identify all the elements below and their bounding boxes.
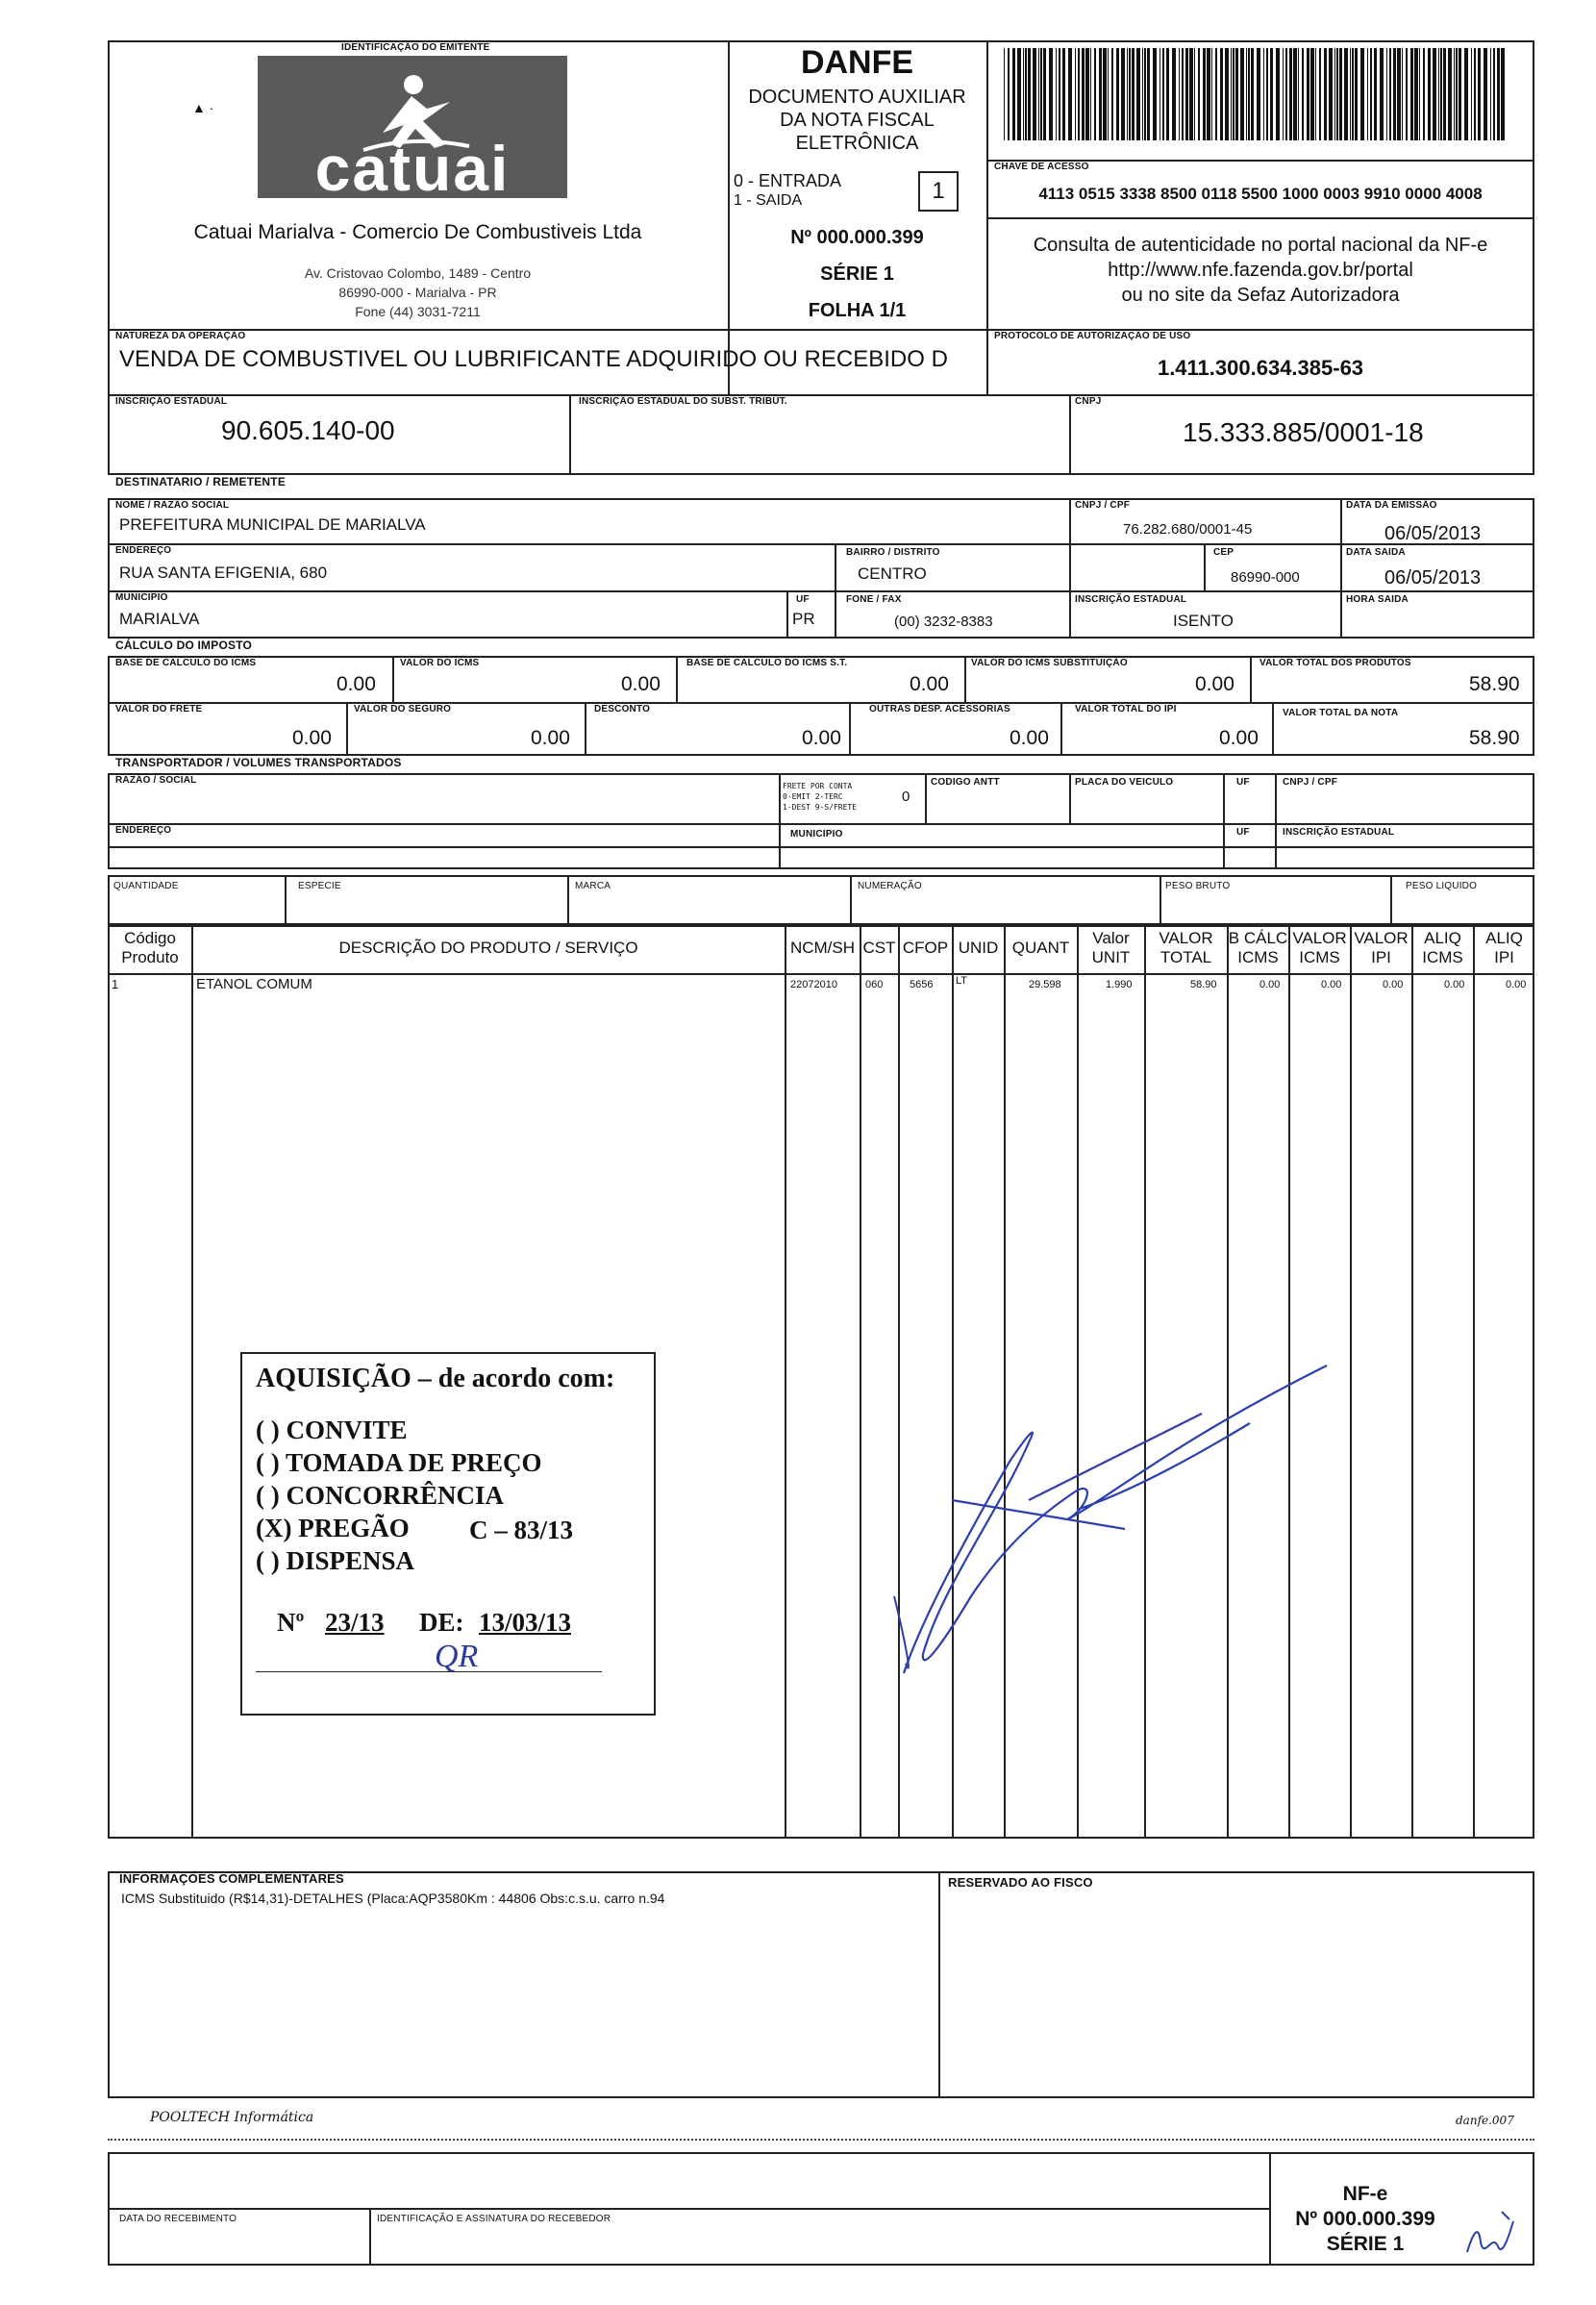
barcode-bar	[1459, 48, 1461, 140]
barcode-bar	[1056, 48, 1057, 140]
numeracao-label: NUMERAÇÃO	[858, 881, 922, 891]
stamp-option-selected: (X) PREGÃO	[256, 1514, 410, 1542]
barcode-bar	[1108, 48, 1109, 140]
hora-label: HORA SAIDA	[1346, 594, 1409, 605]
barcode-bar	[1493, 48, 1495, 140]
col-valor-ipi: VALOR IPI	[1354, 929, 1409, 966]
col-quant: QUANT	[1011, 939, 1070, 957]
stamp-de-prefix: DE:	[419, 1608, 464, 1637]
barcode-bar	[1419, 48, 1420, 140]
destinatario-cep: 86990-000	[1231, 569, 1300, 586]
barcode-bar	[1344, 48, 1348, 140]
destinatario-endereco: RUA SANTA EFIGENIA, 680	[119, 564, 328, 582]
barcode-bar	[1307, 48, 1309, 140]
company-city: 86990-000 - Marialva - PR	[338, 285, 497, 300]
stamp-title: AQUISIÇÃO – de acordo com:	[256, 1364, 615, 1393]
frete-valor: 0	[902, 789, 910, 805]
inscricao-estadual: 90.605.140-00	[221, 415, 395, 445]
consulta-text: Consulta de autenticidade no portal nacional da NF-e	[1033, 235, 1488, 256]
barcode-bar	[1240, 48, 1244, 140]
barcode-bar	[1448, 48, 1452, 140]
barcode-bar	[1414, 48, 1418, 140]
cell-aipi: 0.00	[1506, 979, 1527, 990]
especie-label: ESPECIE	[298, 881, 341, 891]
barcode-bar	[1251, 48, 1254, 140]
barcode-bar	[1085, 48, 1089, 140]
barcode-bar	[1501, 48, 1505, 140]
uf-label: UF	[796, 594, 810, 605]
consulta-text: ou no site da Sefaz Autorizadora	[1121, 285, 1400, 306]
barcode-bar	[1302, 48, 1304, 140]
barcode-bar	[1276, 48, 1280, 140]
col-descricao: DESCRIÇÃO DO PRODUTO / SERVIÇO	[338, 939, 638, 957]
barcode-bar	[1298, 48, 1299, 140]
desconto-label: DESCONTO	[594, 704, 651, 714]
barcode-bar	[1166, 48, 1169, 140]
frete-option-text: FRETE POR CONTA	[783, 782, 853, 790]
barcode-bar	[1370, 48, 1372, 140]
barcode-bar	[1062, 48, 1065, 140]
barcode-bar	[1478, 48, 1481, 140]
ipi-label: VALOR TOTAL DO IPI	[1075, 704, 1177, 714]
col-ncm: NCM/SH	[789, 939, 856, 957]
danfe-subtitle: ELETRÔNICA	[795, 133, 919, 154]
company-phone: Fone (44) 3031-7211	[355, 304, 481, 319]
destinatario-cnpj: 76.282.680/0001-45	[1123, 521, 1253, 538]
barcode-bar	[1246, 48, 1247, 140]
stamp-option: ( ) CONCORRÊNCIA	[256, 1481, 504, 1510]
destinatario-fone: (00) 3232-8383	[894, 614, 993, 630]
barcode-bar	[1474, 48, 1476, 140]
barcode-bar	[1433, 48, 1436, 140]
barcode-bar	[1334, 48, 1335, 140]
danfe-subtitle: DA NOTA FISCAL	[780, 110, 935, 131]
barcode-bar	[1355, 48, 1358, 140]
stamp-num-prefix: Nº	[277, 1608, 305, 1637]
natureza-operacao: VENDA DE COMBUSTIVEL OU LUBRIFICANTE ADQUIRIDO OU RECEBIDO D	[119, 346, 948, 372]
barcode-bar	[1374, 48, 1377, 140]
valor-seguro: 0.00	[531, 727, 570, 749]
barcode-bar	[1285, 48, 1287, 140]
canhoto-serie: SÉRIE 1	[1326, 2233, 1405, 2255]
frete-label: VALOR DO FRETE	[115, 704, 203, 714]
cell-bcalc: 0.00	[1259, 979, 1281, 990]
cell-descricao: ETANOL COMUM	[196, 976, 312, 992]
barcode-bar	[1315, 48, 1316, 140]
danfe-subtitle: DOCUMENTO AUXILIAR	[748, 87, 966, 108]
saida-label: 1 - SAIDA	[734, 192, 803, 209]
barcode-bar	[1012, 48, 1015, 140]
transportador-section: TRANSPORTADOR / VOLUMES TRANSPORTADOS	[115, 756, 402, 769]
barcode-bar	[1185, 48, 1188, 140]
municipio-label: MUNICIPIO	[115, 592, 168, 603]
base-st: 0.00	[910, 673, 949, 695]
barcode-bar	[1094, 48, 1096, 140]
protocolo-label: PROTOCOLO DE AUTORIZAÇÃO DE USO	[994, 331, 1191, 341]
marca-label: MARCA	[575, 881, 611, 891]
data-saida: 06/05/2013	[1384, 567, 1482, 589]
barcode-bar	[1090, 48, 1091, 140]
endereco-label: ENDEREÇO	[115, 545, 172, 556]
barcode-bar	[1068, 48, 1072, 140]
barcode-bar	[1033, 48, 1036, 140]
barcode-bar	[1235, 48, 1238, 140]
barcode-bar	[1182, 48, 1184, 140]
base-icms: 0.00	[337, 673, 376, 695]
barcode-bar	[1004, 48, 1005, 140]
ie-label: INSCRIÇÃO ESTADUAL	[1283, 827, 1395, 838]
barcode-bar	[1220, 48, 1223, 140]
frete-por-conta	[783, 781, 857, 813]
aquisicao-stamp	[240, 1352, 656, 1716]
barcode-bar	[1023, 48, 1024, 140]
barcode-bar	[1440, 48, 1442, 140]
col-aliq-icms: ALIQ ICMS	[1422, 929, 1463, 966]
barcode-bar	[1111, 48, 1113, 140]
stamp-pregao-ref: C – 83/13	[469, 1516, 573, 1544]
col-valor-icms: VALOR ICMS	[1292, 929, 1347, 966]
barcode-bar	[1283, 48, 1284, 140]
barcode-bar	[1203, 48, 1206, 140]
barcode-bar	[1129, 48, 1131, 140]
base-st-label: BASE DE CALCULO DO ICMS S.T.	[686, 658, 848, 668]
company-name: Catuai Marialva - Comercio De Combustiveis Ltda	[193, 221, 642, 243]
natureza-label: NATUREZA DA OPERAÇÃO	[115, 331, 246, 341]
barcode-bar	[1231, 48, 1232, 140]
barcode-bar	[1393, 48, 1396, 140]
outras-despesas: 0.00	[1010, 727, 1049, 749]
recebimento-label: DATA DO RECEBIMENTO	[119, 2214, 237, 2224]
cell-ncm: 22072010	[790, 979, 837, 990]
barcode-bar	[1490, 48, 1491, 140]
total-produtos: 58.90	[1469, 673, 1520, 695]
cell-vipi: 0.00	[1383, 979, 1404, 990]
cut-line	[108, 2139, 1534, 2141]
info-label: INFORMAÇÕES COMPLEMENTARES	[119, 1871, 344, 1886]
barcode-bar	[1289, 48, 1292, 140]
barcode-bar	[1443, 48, 1446, 140]
barcode-bar	[1211, 48, 1212, 140]
barcode-bar	[1263, 48, 1264, 140]
emitente-cnpj: 15.333.885/0001-18	[1183, 417, 1424, 447]
barcode-bar	[1270, 48, 1273, 140]
barcode-bar	[1319, 48, 1321, 140]
barcode-bar	[1352, 48, 1354, 140]
col-bcalc-icms: B CÁLC ICMS	[1228, 929, 1288, 966]
barcode-bar	[1233, 48, 1234, 140]
barcode-bar	[1198, 48, 1200, 140]
fisco-label: RESERVADO AO FISCO	[948, 1875, 1093, 1890]
fone-label: FONE / FAX	[846, 594, 902, 605]
barcode-bar	[1406, 48, 1408, 140]
barcode-bar	[1153, 48, 1157, 140]
cnpj-label: CNPJ / CPF	[1075, 500, 1131, 511]
ie-label: INSCRIÇÃO ESTADUAL	[1075, 594, 1187, 605]
stamp-data: 13/03/13	[479, 1608, 572, 1637]
barcode-bar	[1179, 48, 1180, 140]
barcode-bar	[1225, 48, 1229, 140]
entrada-label: 0 - ENTRADA	[734, 171, 842, 190]
barcode-bar	[1336, 48, 1338, 140]
col-codigo: Código Produto	[121, 929, 179, 966]
barcode-bar	[1266, 48, 1268, 140]
barcode-bar	[1082, 48, 1085, 140]
barcode-bar	[1127, 48, 1128, 140]
col-cst: CST	[862, 939, 896, 957]
software-credit: POOLTECH Informática	[150, 2110, 314, 2125]
info-text: ICMS Substituido (R$14,31)-DETALHES (Placa:AQP3580Km : 44806 Obs:c.s.u. carro n.94	[121, 1891, 665, 1906]
barcode-bar	[1194, 48, 1195, 140]
chave-acesso: 4113 0515 3338 8500 0118 5500 1000 0003 9910 0000 4008	[1038, 185, 1483, 203]
assinatura-label: IDENTIFICAÇÃO E ASSINATURA DO RECEBEDOR	[377, 2214, 611, 2224]
barcode-bar	[1380, 48, 1384, 140]
barcode-bar	[1428, 48, 1431, 140]
cell-aicms: 0.00	[1444, 979, 1465, 990]
barcode-bar	[1360, 48, 1364, 140]
barcode-bar	[1049, 48, 1053, 140]
barcode-bar	[1078, 48, 1080, 140]
barcode-bar	[1040, 48, 1042, 140]
saida-label: DATA SAIDA	[1346, 547, 1406, 558]
stamp-option: ( ) TOMADA DE PREÇO	[256, 1448, 542, 1477]
col-valor-total: VALOR TOTAL	[1159, 929, 1213, 966]
barcode-bar	[1397, 48, 1401, 140]
cep-label: CEP	[1213, 547, 1234, 558]
razao-label: RAZÃO / SOCIAL	[115, 775, 197, 786]
barcode-bar	[1456, 48, 1458, 140]
valor-frete: 0.00	[292, 727, 332, 749]
quantidade-label: QUANTIDADE	[113, 881, 179, 891]
placa-label: PLACA DO VEICULO	[1075, 777, 1174, 788]
cell-vicms: 0.00	[1321, 979, 1342, 990]
cell-cfop: 5656	[910, 979, 934, 990]
barcode-bar	[1464, 48, 1468, 140]
barcode-bar	[1329, 48, 1333, 140]
stamp-initials: QR	[435, 1639, 479, 1674]
cell-unid: LT	[956, 975, 968, 987]
nota-serie: SÉRIE 1	[820, 263, 894, 285]
frete-option-text: 0-EMIT 2-TERC	[783, 792, 843, 801]
total-produtos-label: VALOR TOTAL DOS PRODUTOS	[1259, 658, 1411, 668]
barcode-bar	[1189, 48, 1193, 140]
cell-quant: 29.598	[1029, 979, 1061, 990]
stamp-option: ( ) DISPENSA	[256, 1546, 415, 1575]
cnpj-label: CNPJ / CPF	[1283, 777, 1338, 788]
col-cfop: CFOP	[902, 939, 949, 957]
col-aliq-ipi: ALIQ IPI	[1485, 929, 1523, 966]
frete-option-text: 1-DEST 9-S/FRETE	[783, 803, 858, 812]
barcode-bar	[1350, 48, 1351, 140]
stamp-option: ( ) CONVITE	[256, 1416, 408, 1444]
endereco-label: ENDEREÇO	[115, 825, 172, 836]
municipio-label: MUNICIPIO	[790, 829, 843, 839]
imposto-section: CÁLCULO DO IMPOSTO	[115, 639, 253, 652]
danfe-title: DANFE	[800, 44, 914, 81]
barcode-bar	[1144, 48, 1146, 140]
peso-liquido-label: PESO LIQUIDO	[1406, 881, 1478, 891]
peso-bruto-label: PESO BRUTO	[1165, 881, 1231, 891]
nota-numero: Nº 000.000.399	[790, 227, 924, 248]
barcode-bar	[1207, 48, 1210, 140]
barcode-bar	[1172, 48, 1176, 140]
barcode-bar	[1142, 48, 1143, 140]
barcode-bar	[1059, 48, 1060, 140]
consulta-url[interactable]: http://www.nfe.fazenda.gov.br/portal	[1108, 260, 1413, 281]
valor-st-label: VALOR DO ICMS SUBSTITUIÇÃO	[971, 658, 1128, 668]
barcode-bar	[1471, 48, 1472, 140]
valor-icms: 0.00	[621, 673, 661, 695]
total-nota-label: VALOR TOTAL DA NOTA	[1283, 708, 1399, 718]
tipo-operacao: 1	[918, 171, 959, 212]
uf-label: UF	[1236, 827, 1250, 838]
barcode-bar	[1025, 48, 1027, 140]
barcode	[1004, 48, 1508, 140]
barcode-bar	[1116, 48, 1119, 140]
barcode-bar	[1367, 48, 1368, 140]
valor-icms-label: VALOR DO ICMS	[400, 658, 480, 668]
seguro-label: VALOR DO SEGURO	[354, 704, 452, 714]
barcode-bar	[1121, 48, 1125, 140]
nome-label: NOME / RAZÃO SOCIAL	[115, 500, 230, 511]
barcode-bar	[1293, 48, 1297, 140]
barcode-bar	[1497, 48, 1500, 140]
destinatario-municipio: MARIALVA	[119, 610, 200, 628]
barcode-bar	[1132, 48, 1135, 140]
stamp-numero: 23/13	[325, 1608, 385, 1637]
barcode-bar	[1075, 48, 1076, 140]
barcode-bar	[1484, 48, 1487, 140]
barcode-bar	[1339, 48, 1342, 140]
cell-cst: 060	[865, 979, 884, 990]
cnpj-label: CNPJ	[1075, 396, 1102, 407]
barcode-bar	[1389, 48, 1391, 140]
col-unid: UNID	[958, 939, 999, 957]
antt-label: CODIGO ANTT	[931, 777, 1000, 788]
base-icms-label: BASE DE CALCULO DO ICMS	[115, 658, 257, 668]
total-nota: 58.90	[1469, 727, 1520, 749]
destinatario-uf: PR	[792, 610, 815, 628]
barcode-bar	[1038, 48, 1039, 140]
barcode-bar	[1099, 48, 1102, 140]
signature	[885, 1346, 1346, 1712]
valor-st: 0.00	[1195, 673, 1234, 695]
barcode-bar	[1147, 48, 1150, 140]
cell-codigo: 1	[112, 977, 119, 991]
danfe-document: IDENTIFICAÇÃO DO EMITENTE catuai ▲ · Catuai Marialva - Comercio De Combustiveis Ltda Av. Cristovao Colombo, 1489 - Centro 86990-000 - Marialva - PR Fone (44) 3031-7211 DANFE DOCUMENTO AUXILIAR DA NOTA FISCAL ELETRÔNICA 0 - ENTRADA 1 - SAIDA 1 Nº 000.000.399 SÉRIE 1 FOLHA 1/1 CHAVE DE ACESSO 4113 0515 3338 8500 0118 5500 1000 0003 9910 0000 4008 Consulta de autenticidade no portal nacional da NF-e http://www.nfe.fazenda.gov.br/portal ou no site da Sefaz Autorizadora NATUREZA DA OPERAÇÃO VENDA DE COMBUSTIVEL OU LUBRIFICANTE ADQUIRIDO OU RECEBIDO D PROTOCOLO DE AUTORIZAÇÃO DE USO 1.411.300.634.385-63 INSCRIÇÃO ESTADUAL 90.605.140-00 INSCRIÇÃO ESTADUAL DO SUBST. TRIBUT. CNPJ 15.333.885/0001-18 DESTINATARIO / REMETENTE NOME / RAZÃO SOCIAL PREFEITURA MUNICIPAL DE MARIALVA CNPJ / CPF 76.282.680/0001-45 DATA DA EMISSÃO 06/05/2013 ENDEREÇO RUA SANTA EFIGENIA, 680 BAIRRO / DISTRITO CENTRO CEP 86990-000 DATA SAIDA 06/05/2013 MUNICIPIO MARIALVA UF PR FONE / FAX (00) 3232-8383 INSCRIÇÃO ESTADUAL ISENTO HORA SAIDA CÁLCULO DO IMPOSTO BASE DE CALCULO DO ICMS 0.00 VALOR DO ICMS 0.00 BASE DE CALCULO DO ICMS S.T. 0.00 VALOR DO ICMS SUBSTITUIÇÃO 0.00 VALOR TOTAL DOS PRODUTOS 58.90 VALOR DO FRETE 0.00 VALOR DO SEGURO 0.00 DESCONTO 0.00 OUTRAS DESP. ACESSORIAS 0.00 VALOR TOTAL DO IPI 0.00 VALOR TOTAL DA NOTA 58.90 TRANSPORTADOR / VOLUMES TRANSPORTADOS RAZÃO / SOCIAL FRETE POR CONTA 0-EMIT 2-TERC 1-DEST 9-S/FRETE 0 CODIGO ANTT PLACA DO VEICULO UF CNPJ / CPF ENDEREÇO MUNICIPIO UF INSCRIÇÃO ESTADUAL QUANTIDADE ESPECIE MARCA NUMERAÇÃO PESO BRUTO PESO LIQUIDO Código Produto DESCRIÇÃO DO PRODUTO / SERVIÇO NCM/SH CST CFOP UNID QUANT Valor UNIT VALOR TOTAL B CÁLC ICMS VALOR ICMS VALOR IPI ALIQ ICMS ALIQ IPI 1 ETANOL COMUM 22072010 060 5656 LT 29.598 1.990 58.90 0.00 0.00 0.00 0.00 0.00 AQUISIÇÃO – de acordo com: ( ) CONVITE ( ) TOMADA DE PREÇO ( ) CONCORRÊNCIA (X) PREGÃO C – 83/13 ( ) DISPENSA Nº 23/13 DE: 13/03/13 QR INFORMAÇÕES COMPLEMENTARES ICMS Substituido (R$14,31)-DETALHES (Placa:AQP3580Km : 44806 Obs:c.s.u. carro n.94 RESERVADO AO FISCO POOLTECH Informática danfe.007 DATA DO RECEBIMENTO IDENTIFICAÇÃO E ASSINATURA DO RECEBEDOR NF-e Nº 000.000.399 SÉRIE 1	[0, 0, 1596, 2305]
nota-folha: FOLHA 1/1	[808, 300, 907, 321]
barcode-bar	[1017, 48, 1021, 140]
barcode-bar	[1402, 48, 1403, 140]
barcode-bar	[1310, 48, 1314, 140]
destinatario-section: DESTINATARIO / REMETENTE	[115, 475, 287, 489]
cell-vtotal: 58.90	[1190, 979, 1217, 990]
ie-label: INSCRIÇÃO ESTADUAL	[115, 396, 228, 407]
cell-vunit: 1.990	[1106, 979, 1133, 990]
barcode-bar	[1454, 48, 1455, 140]
barcode-bar	[1136, 48, 1140, 140]
destinatario-ie: ISENTO	[1173, 612, 1234, 630]
valor-ipi: 0.00	[1219, 727, 1259, 749]
col-valor-unit: Valor UNIT	[1091, 929, 1131, 966]
barcode-bar	[1103, 48, 1107, 140]
uf-label: UF	[1236, 777, 1250, 788]
logo-text: catuai	[314, 133, 511, 204]
destinatario-bairro: CENTRO	[858, 564, 927, 583]
canhoto-signature	[1459, 2204, 1517, 2264]
data-emissao: 06/05/2013	[1384, 523, 1482, 544]
barcode-bar	[1248, 48, 1250, 140]
barcode-bar	[1386, 48, 1387, 140]
bairro-label: BAIRRO / DISTRITO	[846, 547, 940, 558]
barcode-bar	[1028, 48, 1031, 140]
emissao-label: DATA DA EMISSÃO	[1346, 500, 1437, 511]
desconto: 0.00	[802, 727, 841, 749]
barcode-bar	[1423, 48, 1425, 140]
form-code: danfe.007	[1456, 2114, 1514, 2127]
emitente-label: IDENTIFICAÇÃO DO EMITENTE	[341, 42, 490, 53]
barcode-bar	[1324, 48, 1327, 140]
barcode-bar	[1410, 48, 1413, 140]
ie-st-label: INSCRIÇÃO ESTADUAL DO SUBST. TRIBUT.	[579, 396, 787, 407]
barcode-bar	[1257, 48, 1260, 140]
canhoto-nfe: NF-e	[1342, 2183, 1388, 2205]
destinatario-nome: PREFEITURA MUNICIPAL DE MARIALVA	[119, 515, 426, 534]
chave-label: CHAVE DE ACESSO	[994, 162, 1089, 172]
barcode-bar	[1043, 48, 1046, 140]
canhoto-numero: Nº 000.000.399	[1295, 2208, 1435, 2230]
company-logo	[258, 56, 567, 204]
barcode-bar	[1162, 48, 1164, 140]
protocolo: 1.411.300.634.385-63	[1157, 356, 1364, 380]
barcode-bar	[1215, 48, 1217, 140]
company-address: Av. Cristovao Colombo, 1489 - Centro	[304, 265, 532, 281]
barcode-bar	[1008, 48, 1010, 140]
outras-despesas-label: OUTRAS DESP. ACESSORIAS	[869, 704, 1010, 714]
barcode-bar	[1438, 48, 1439, 140]
